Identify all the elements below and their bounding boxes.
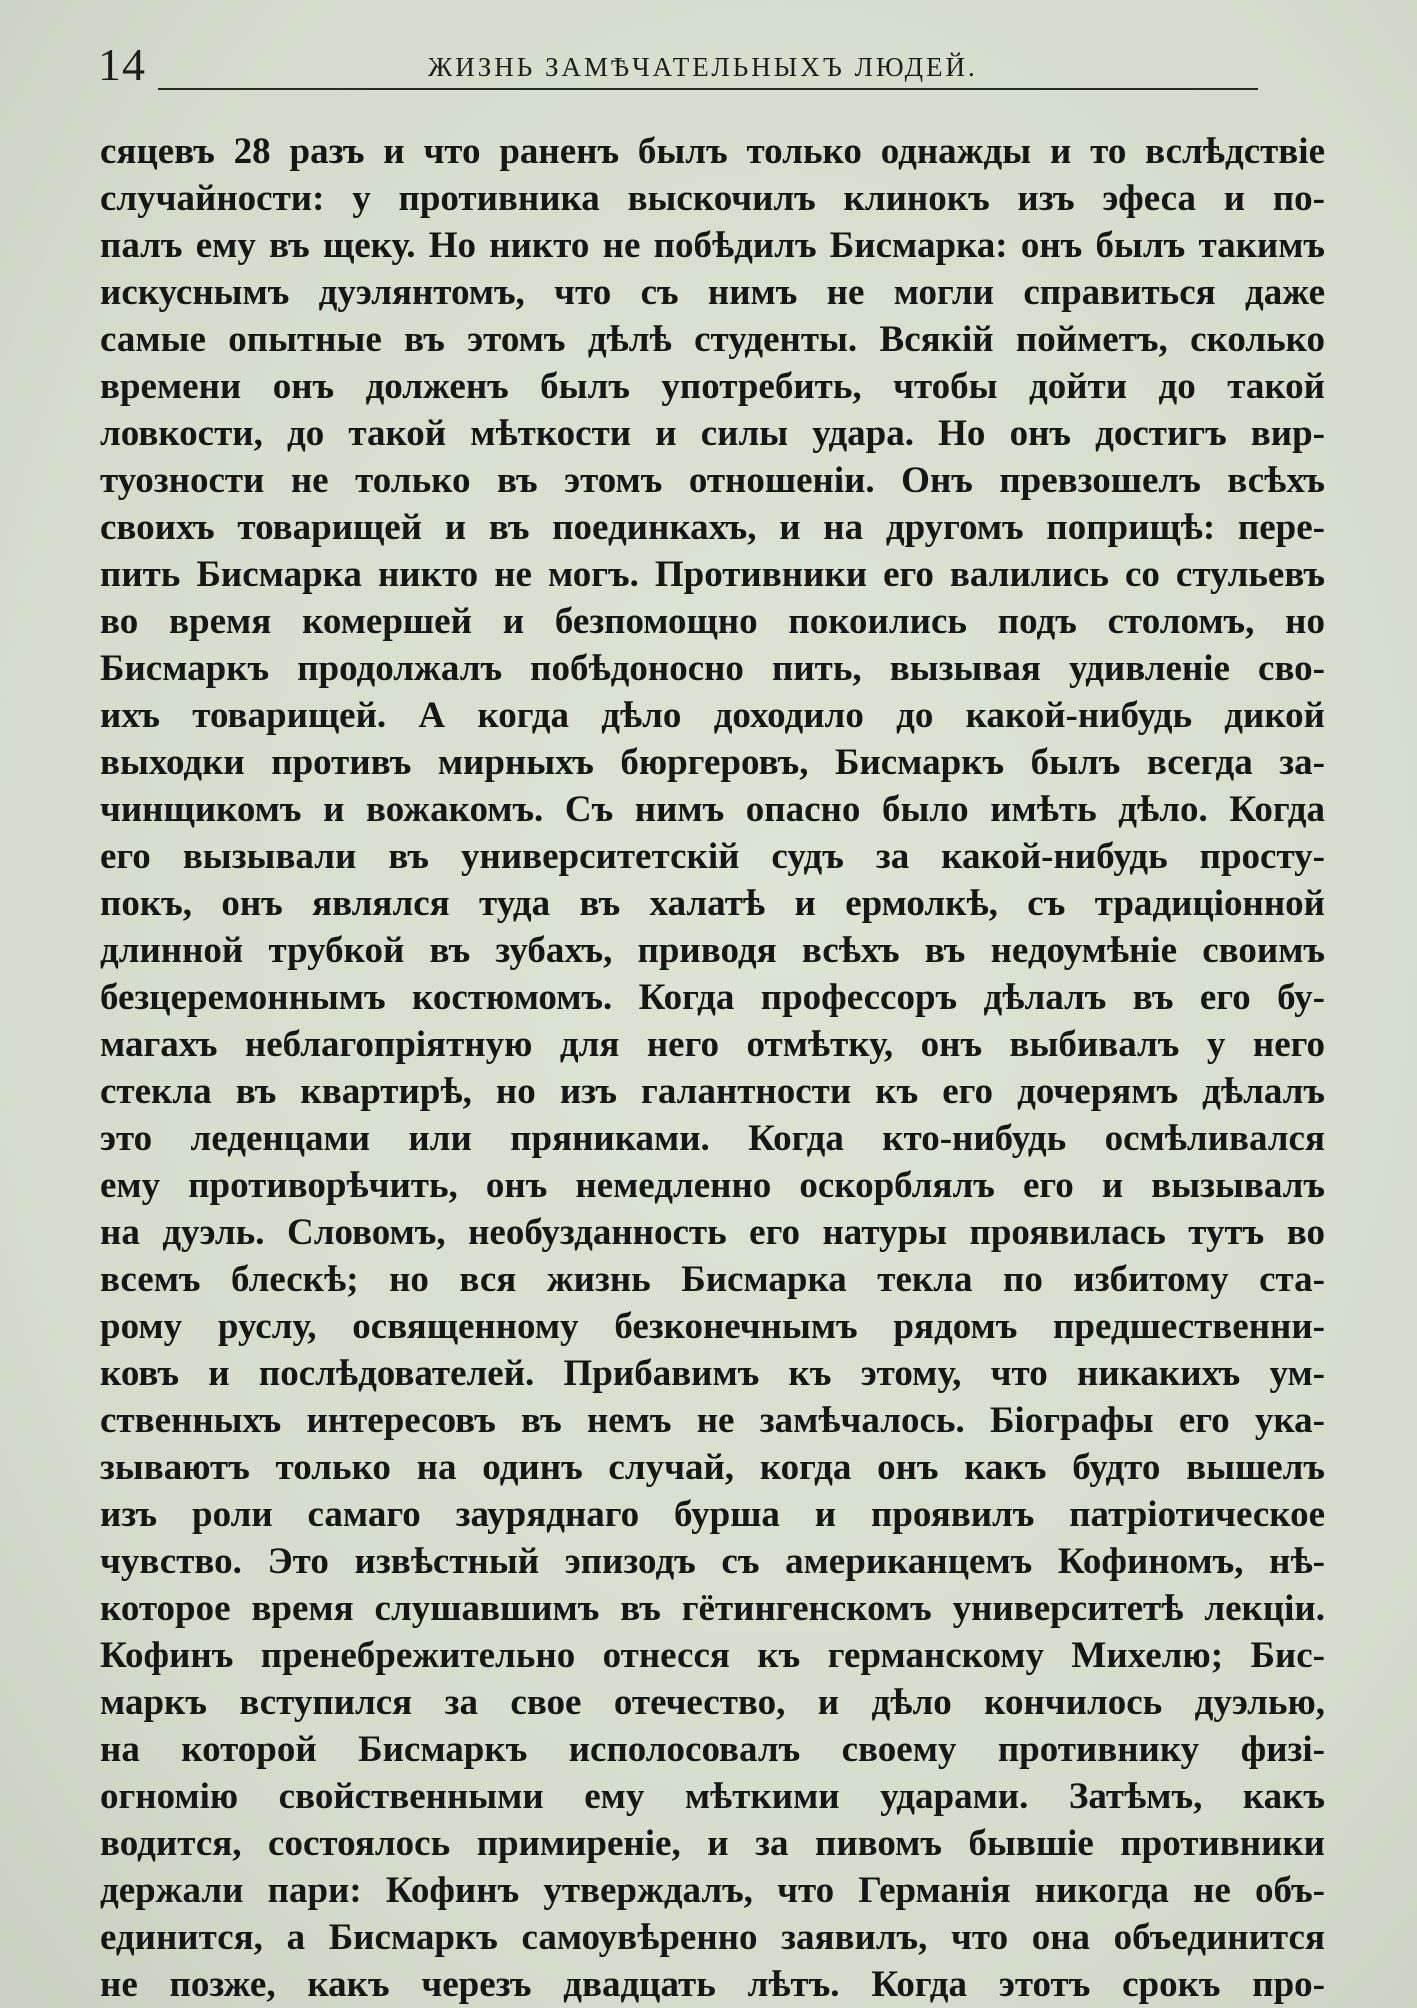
text-line: искуснымъ дуэлянтомъ, что съ нимъ не могли справиться даже — [100, 272, 1325, 313]
text-line: своихъ товарищей и въ поединкахъ, и на другомъ поприщѣ: пере- — [100, 507, 1325, 548]
text-line: времени онъ долженъ былъ употребить, чтобы дойти до такой — [100, 366, 1325, 407]
text-line: выходки противъ мирныхъ бюргеровъ, Бисмаркъ былъ всегда за- — [100, 742, 1325, 783]
text-line: маркъ вступился за свое отечество, и дѣло кончилось дуэлью, — [100, 1682, 1325, 1723]
text-line: не позже, какъ черезъ двадцать лѣтъ. Когда этотъ срокъ про- — [100, 1964, 1325, 2005]
text-line: ловкости, до такой мѣткости и силы удара. Но онъ достигъ вир- — [100, 413, 1325, 454]
text-line: чувство. Это извѣстный эпизодъ съ американцемъ Кофиномъ, нѣ- — [100, 1541, 1325, 1582]
text-line: всемъ блескѣ; но вся жизнь Бисмарка текла по избитому ста- — [100, 1259, 1325, 1300]
text-line: Бисмаркъ продолжалъ побѣдоносно пить, вызывая удивленіе сво- — [100, 648, 1325, 689]
text-line: чинщикомъ и вожакомъ. Съ нимъ опасно было имѣть дѣло. Когда — [100, 789, 1325, 830]
text-line: палъ ему въ щеку. Но никто не побѣдилъ Бисмарка: онъ былъ такимъ — [100, 225, 1325, 266]
text-line: покъ, онъ являлся туда въ халатѣ и ермолкѣ, съ традиціонной — [100, 883, 1325, 924]
text-line: изъ роли самаго зауряднаго бурша и проявилъ патріотическое — [100, 1494, 1325, 1535]
text-line: единится, а Бисмаркъ самоувѣренно заявилъ, что она объединится — [100, 1917, 1325, 1958]
text-line: магахъ неблагопріятную для него отмѣтку, онъ выбивалъ у него — [100, 1024, 1325, 1065]
text-line: водится, состоялось примиреніе, и за пивомъ бывшіе противники — [100, 1823, 1325, 1864]
text-line: ему противорѣчить, онъ немедленно оскорблялъ его и вызывалъ — [100, 1165, 1325, 1206]
text-line: огномію свойственными ему мѣткими ударами. Затѣмъ, какъ — [100, 1776, 1325, 1817]
running-head — [98, 40, 1258, 90]
text-line: которое время слушавшимъ въ гётингенскомъ университетѣ лекціи. — [100, 1588, 1325, 1629]
text-line: на которой Бисмаркъ исполосовалъ своему противнику физі- — [100, 1729, 1325, 1770]
text-line: ихъ товарищей. А когда дѣло доходило до какой-нибудь дикой — [100, 695, 1325, 736]
text-line: пить Бисмарка никто не могъ. Противники его валились со стульевъ — [100, 554, 1325, 595]
text-line: его вызывали въ университетскій судъ за какой-нибудь просту- — [100, 836, 1325, 877]
text-line: самые опытные въ этомъ дѣлѣ студенты. Всякій пойметъ, сколько — [100, 319, 1325, 360]
page-number: 14 — [98, 39, 146, 90]
text-line: случайности: у противника выскочилъ клинокъ изъ эфеса и по- — [100, 178, 1325, 219]
text-line: ковъ и послѣдователей. Прибавимъ къ этому, что никакихъ ум- — [100, 1353, 1325, 1394]
text-line: Кофинъ пренебрежительно отнесся къ германскому Михелю; Бис- — [100, 1635, 1325, 1676]
text-line: ственныхъ интересовъ въ немъ не замѣчалось. Біографы его ука- — [100, 1400, 1325, 1441]
text-line: это леденцами или пряниками. Когда кто-нибудь осмѣливался — [100, 1118, 1325, 1159]
text-line: зываютъ только на одинъ случай, когда онъ какъ будто вышелъ — [100, 1447, 1325, 1488]
text-line: на дуэль. Словомъ, необузданность его натуры проявилась тутъ во — [100, 1212, 1325, 1253]
text-line: во время комершей и безпомощно покоились подъ столомъ, но — [100, 601, 1325, 642]
text-line: сяцевъ 28 разъ и что раненъ былъ только однажды и то вслѣдствіе — [100, 131, 1325, 172]
text-line: стекла въ квартирѣ, но изъ галантности къ его дочерямъ дѣлалъ — [100, 1071, 1325, 1112]
text-line: туозности не только въ этомъ отношеніи. Онъ превзошелъ всѣхъ — [100, 460, 1325, 501]
text-line: безцеремоннымъ костюмомъ. Когда профессоръ дѣлалъ въ его бу- — [100, 977, 1325, 1018]
header-rule — [158, 88, 1258, 90]
text-line: рому руслу, освященному безконечнымъ рядомъ предшественни- — [100, 1306, 1325, 1347]
body-text — [100, 128, 1325, 2008]
running-title: ЖИЗНЬ ЗАМѢЧАТЕЛЬНЫХЪ ЛЮДЕЙ. — [428, 52, 978, 82]
text-line: держали пари: Кофинъ утверждалъ, что Германія никогда не объ- — [100, 1870, 1325, 1911]
text-line: длинной трубкой въ зубахъ, приводя всѣхъ въ недоумѣніе своимъ — [100, 930, 1325, 971]
